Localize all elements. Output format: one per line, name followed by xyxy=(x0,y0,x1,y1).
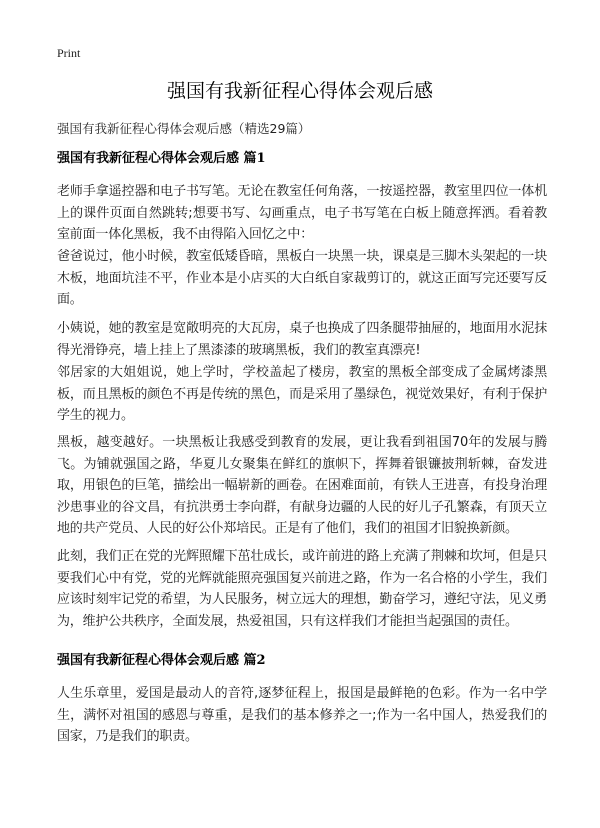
paragraph: 此刻，我们正在党的光辉照耀下茁壮成长，或许前进的路上充满了荆棘和坎坷，但是只要我们心中有党，党的光辉就能照亮强国复兴前进之路，作为一名合格的小学生，我们应该时刻牢记党的希望，为人民服务，树立远大的理想，勤奋学习，遵纪守法，见义勇为，维护公共秩序，全面发展，热爱祖国，只有这样我们才能担当起强国的责任。 xyxy=(57,549,547,629)
paragraph: 老师手拿遥控器和电子书写笔。无论在教室任何角落，一按遥控器，教室里四位一体机上的课件页面自然跳转;想要书写、勾画重点，电子书写笔在白板上随意挥洒。看着教室前面一体化黑板，我不由得陷入回忆之中： xyxy=(57,184,547,243)
page-title: 强国有我新征程心得体会观后感 xyxy=(166,80,433,102)
section-heading-1: 强国有我新征程心得体会观后感 篇1 xyxy=(57,151,266,166)
paragraph: 黑板，越变越好。一块黑板让我感受到教育的发展，更让我看到祖国70年的发展与腾飞。为铺就强国之路，华夏儿女聚集在鲜红的旗帜下，挥舞着银镰披荆斩棘，奋发进取，用银色的巨笔，描绘出一幅崭新的画卷。在困难面前，有铁人王进喜，有投身治理沙患事业的谷文昌，有抗洪勇士李向群，有献身边疆的人民的好儿子孔繁森，有顶天立地的共产党员、人民的好公仆郑培民。正是有了他们，我们的祖国才旧貌换新颜。 xyxy=(57,435,547,537)
paragraph: 人生乐章里，爱国是最动人的音符,逐梦征程上，报国是最鲜艳的色彩。作为一名中学生，满怀对祖国的感恩与尊重，是我们的基本修养之一;作为一名中国人，热爱我们的国家，乃是我们的职责。 xyxy=(57,686,547,745)
print-link[interactable]: Print xyxy=(57,46,81,60)
paragraph: 小姨说，她的教室是宽敞明亮的大瓦房，桌子也换成了四条腿带抽屉的，地面用水泥抹得光滑铮亮，墙上挂上了黑漆漆的玻璃黑板，我们的教室真漂亮! xyxy=(57,321,547,358)
section-heading-2: 强国有我新征程心得体会观后感 篇2 xyxy=(57,653,266,668)
paragraph: 爸爸说过，他小时候，教室低矮昏暗，黑板白一块黑一块，课桌是三脚木头架起的一块木板，地面坑洼不平，作业本是小店买的大白纸自家裁剪订的，就这正面写完还要写反面。 xyxy=(57,249,547,308)
page-subtitle: 强国有我新征程心得体会观后感（精选29篇） xyxy=(57,121,311,136)
paragraph: 邻居家的大姐姐说，她上学时，学校盖起了楼房，教室的黑板全部变成了金属烤漆黑板，而且黑板的颜色不再是传统的黑色，而是采用了墨绿色，视觉效果好，有利于保护学生的视力。 xyxy=(57,365,547,424)
